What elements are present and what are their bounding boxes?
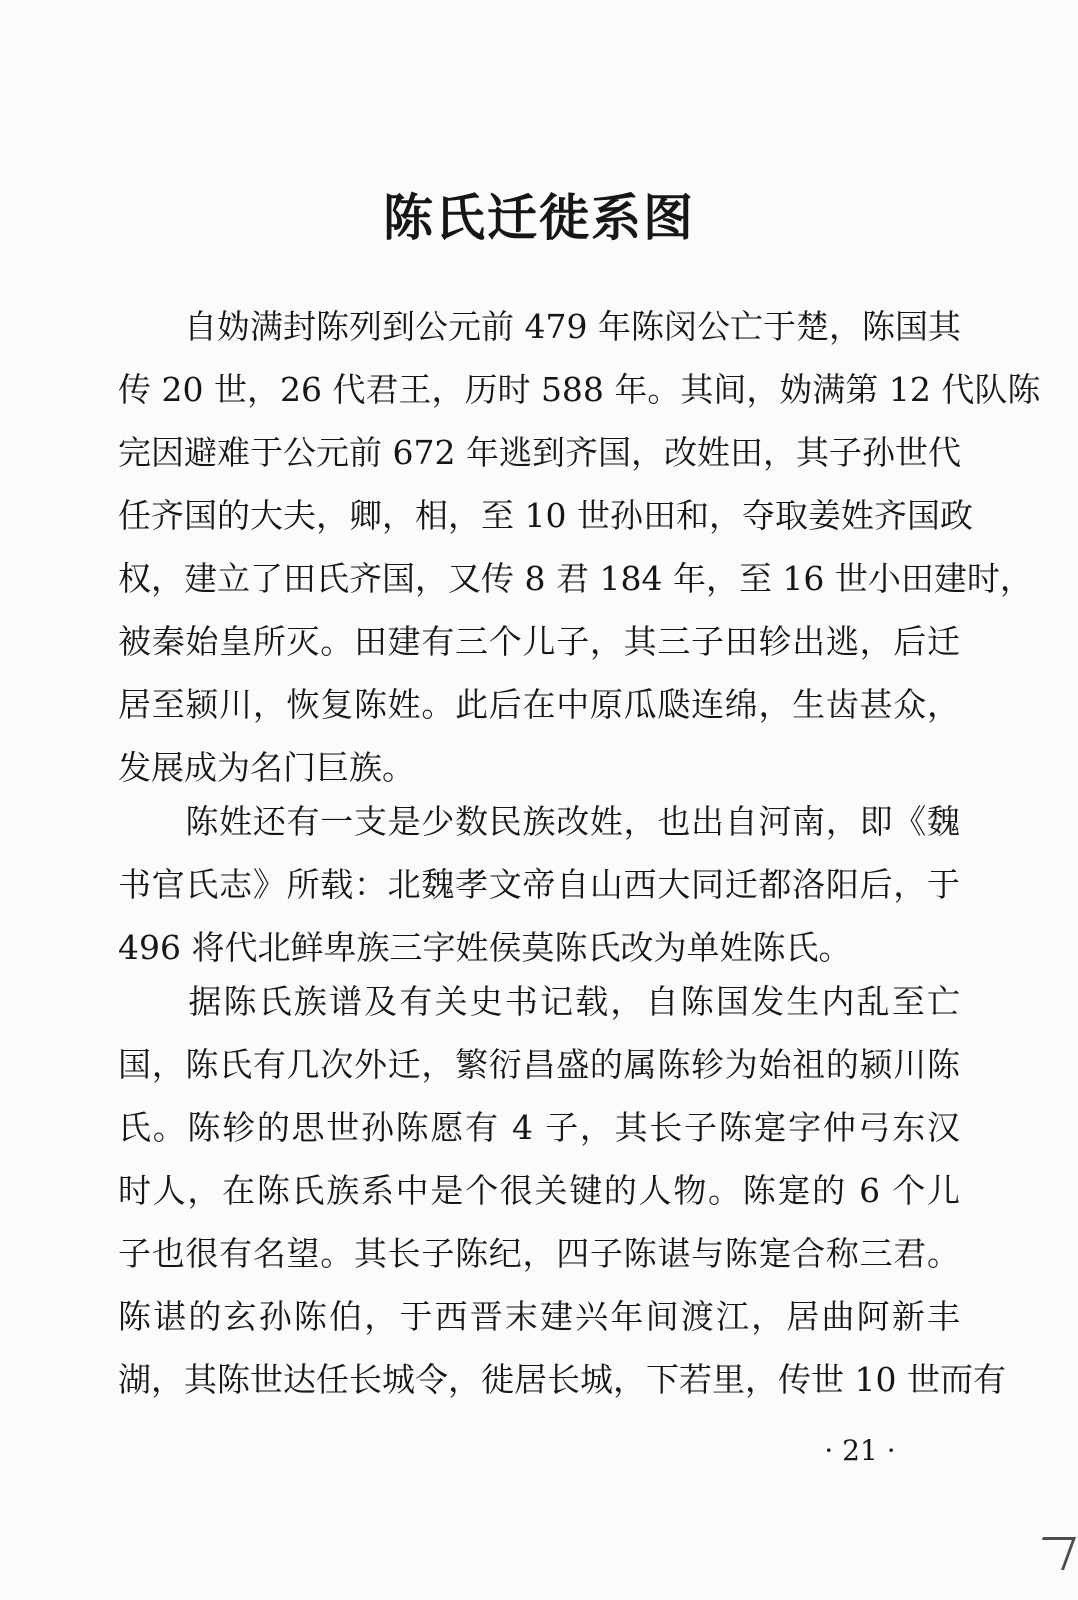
text-line: 陈姓还有一支是少数民族改姓，也出自河南，即《魏 [118,802,960,841]
text-line: 据陈氏族谱及有关史书记载，自陈国发生内乱至亡 [118,982,960,1021]
text-line: 传 20 世，26 代君王，历时 588 年。其间，妫满第 12 代队陈 [118,370,1041,409]
scan-corner-mark [1031,1537,1076,1570]
text-line: 自妫满封陈列到公元前 479 年陈闵公亡于楚，陈国其 [118,307,961,346]
text-line: 陈谌的玄孙陈伯，于西晋末建兴年间渡江，居曲阿新丰 [118,1297,960,1336]
text-line: 任齐国的大夫，卿，相，至 10 世孙田和，夺取姜姓齐国政 [118,496,973,535]
text-line: 发展成为名门巨族。 [118,748,415,787]
text-line: 完因避难于公元前 672 年逃到齐国，改姓田，其子孙世代 [118,433,961,472]
text-line: 子也很有名望。其长子陈纪，四子陈谌与陈寔合称三君。 [118,1234,960,1273]
text-line: 氏。陈轸的思世孙陈愿有 4 子，其长子陈寔字仲弓东汉 [118,1108,960,1147]
paragraph-3 [118,970,1006,1411]
text-line: 湖，其陈世达任长城令，徙居长城，下若里，传世 10 世而有 [118,1360,1006,1399]
page-title: 陈氏迁徙系图 [383,188,695,247]
page-number: · 21 · [824,1434,896,1467]
text-line: 国，陈氏有几次外迁，繁衍昌盛的属陈轸为始祖的颍川陈 [118,1045,960,1084]
text-line: 被秦始皇所灭。田建有三个儿子，其三子田轸出逃，后迁 [118,622,960,661]
paragraph-2 [118,790,960,979]
text-line: 权，建立了田氏齐国，又传 8 君 184 年，至 16 世小田建时， [118,559,1033,598]
text-line: 书官氏志》所载：北魏孝文帝自山西大同迁都洛阳后，于 [118,865,960,904]
paragraph-1 [118,295,1041,799]
text-line: 时人，在陈氏族系中是个很关键的人物。陈寔的 6 个儿 [118,1171,960,1210]
text-line: 496 将代北鲜卑族三字姓侯莫陈氏改为单姓陈氏。 [118,928,852,967]
text-line: 居至颍川，恢复陈姓。此后在中原瓜瓞连绵，生齿甚众， [118,685,960,724]
